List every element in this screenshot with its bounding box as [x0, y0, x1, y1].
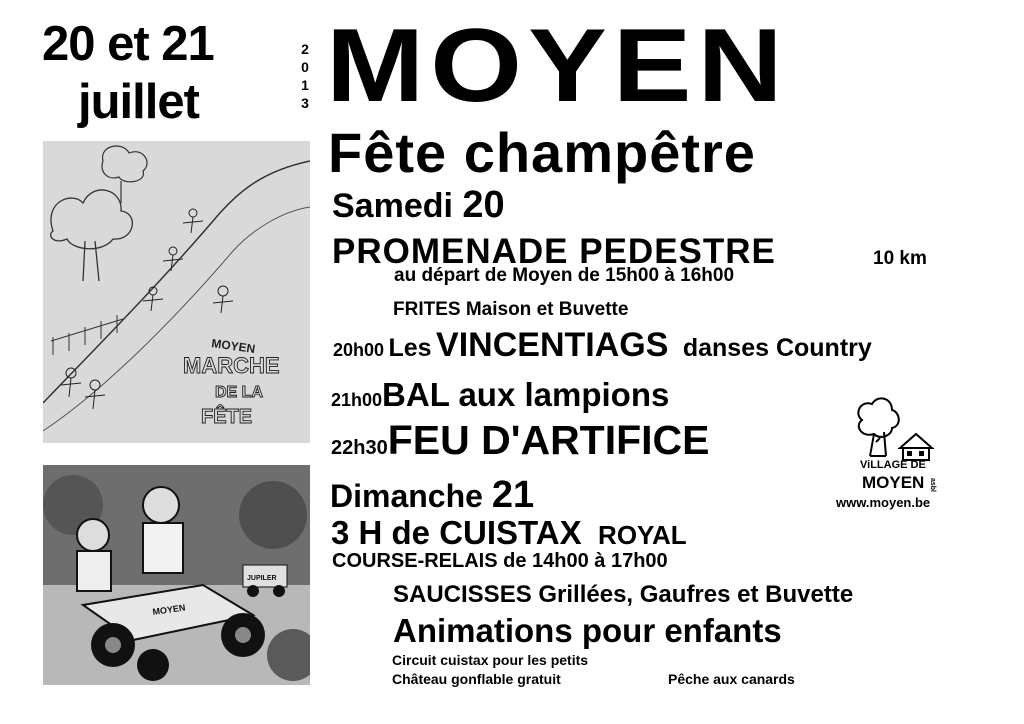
kids-item-3: Pêche aux canards: [668, 671, 795, 687]
saturday-food: FRITES Maison et Buvette: [393, 299, 629, 320]
event-bal: [331, 378, 669, 411]
website-url: www.moyen.be: [836, 495, 931, 510]
year-vertical: [298, 40, 312, 112]
race-detail: COURSE-RELAIS de 14h00 à 17h00: [332, 550, 668, 572]
date-line-2: juillet: [78, 75, 199, 129]
cuistax-photo-art: [43, 465, 310, 685]
cuistax-photo: [43, 465, 310, 685]
drawing-label-1: MOYEN: [210, 336, 257, 357]
tree-house-icon: [846, 386, 966, 486]
sunday-label: Dimanche: [330, 478, 483, 514]
logo-line-2: MOYEN: [862, 473, 925, 492]
sign-label: JUPILER: [247, 575, 277, 582]
year-digit: 3: [301, 95, 309, 111]
event-name: FEU D'ARTIFICE: [387, 417, 710, 463]
walk-distance: 10 km: [873, 248, 927, 269]
kids-item-1: Circuit cuistax pour les petits: [392, 652, 589, 668]
walk-drawing: [43, 141, 310, 443]
year-digit: 0: [301, 59, 309, 75]
walk-drawing-art: [43, 141, 310, 443]
event-suffix: danses Country: [682, 334, 872, 362]
saturday-heading: [332, 186, 505, 224]
race-line: [331, 516, 687, 549]
saturday-label: Samedi: [332, 187, 453, 225]
sunday-num: 21: [491, 474, 535, 516]
kart-label: MOYEN: [151, 602, 186, 617]
kids-item-2: Château gonflable gratuit: [392, 671, 561, 687]
year-digit: 2: [301, 41, 309, 57]
sunday-food: SAUCISSES Grillées, Gaufres et Buvette: [393, 581, 854, 608]
drawing-label-3: DE LA: [215, 384, 263, 401]
village-logo: [846, 386, 966, 504]
event-name: BAL aux lampions: [382, 376, 670, 413]
walk-detail: au départ de Moyen de 15h00 à 16h00: [394, 265, 735, 286]
year-digit: 1: [301, 77, 309, 93]
logo-line-1: ViLLAGE DE: [860, 459, 926, 471]
sunday-heading: [330, 476, 534, 514]
event-time: 21h00: [331, 390, 383, 410]
event-time: 22h30: [331, 437, 388, 459]
event-name: VINCENTIAGS: [436, 326, 669, 364]
drawing-label-2: MARCHE: [183, 353, 280, 378]
kids-title: Animations pour enfants: [393, 612, 782, 649]
walk-title: PROMENADE PEDESTRE: [332, 232, 776, 271]
drawing-label-4: FÊTE: [201, 406, 253, 428]
date-line-1: 20 et 21: [42, 17, 214, 71]
race-title: 3 H de CUISTAX: [331, 514, 582, 551]
logo-asbl: asbl: [929, 478, 936, 493]
page-title: MOYEN: [326, 7, 789, 125]
event-prefix: Les: [388, 334, 432, 362]
event-time: 20h00: [333, 340, 385, 360]
saturday-num: 20: [462, 184, 505, 226]
event-feu: [331, 417, 710, 463]
event-vincentiags: [333, 328, 872, 362]
race-badge: ROYAL: [598, 520, 687, 550]
page-subtitle: Fête champêtre: [328, 121, 756, 184]
